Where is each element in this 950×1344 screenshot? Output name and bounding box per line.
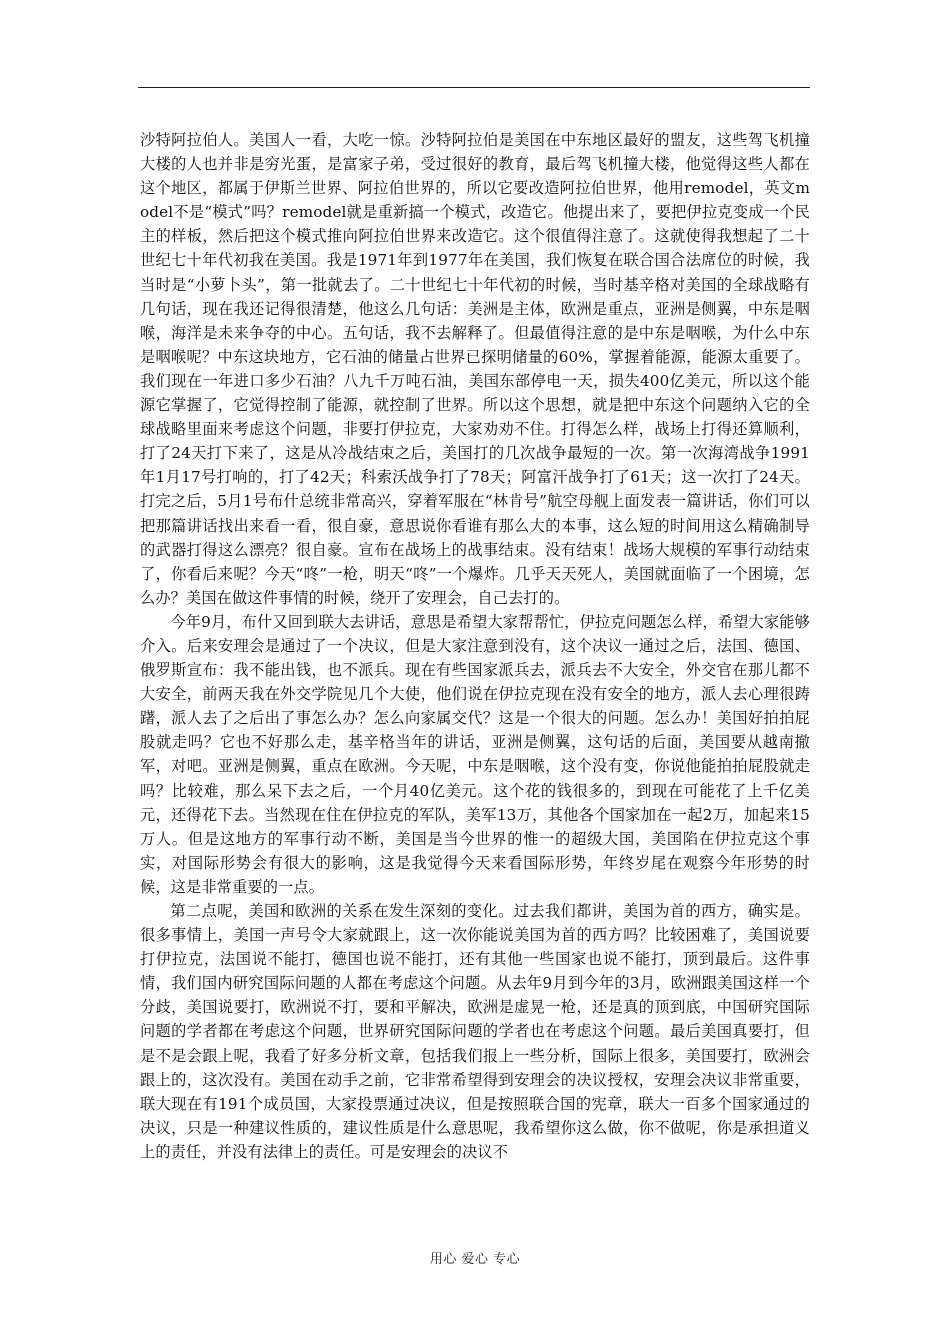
header-rule [138, 87, 810, 88]
paragraph-3: 第二点呢，美国和欧洲的关系在发生深刻的变化。过去我们都讲，美国为首的西方，确实是。很多事情上，美国一声号令大家就跟上，这一次你能说美国为首的西方吗？比较困难了，美国说要打伊拉克，法国说不能打，德国也说不能打，还有其他一些国家也说不能打，顶到最后。这件事情，我们国内研究国际问题的人都在考虑这个问题。从去年9月到今年的3月，欧洲跟美国这样一个分歧，美国说要打，欧洲说不打，要和平解决，欧洲是虚晃一枪，还是真的顶到底，中国研究国际问题的学者都在考虑这个问题，世界研究国际问题的学者也在考虑这个问题。最后美国真要打，但是不是会跟上呢，我看了好多分析文章，包括我们报上一些分析，国际上很多，美国要打，欧洲会跟上的，这次没有。美国在动手之前，它非常希望得到安理会的决议授权，安理会决议非常重要，联大现在有191个成员国，大家投票通过决议，但是按照联合国的宪章，联大一百多个国家通过的决议，只是一种建议性质的，建议性质是什么意思呢，我希望你这么做，你不做呢，你是承担道义上的责任，并没有法律上的责任。可是安理会的决议不 [140, 902, 810, 1161]
page-footer: 用心 爱心 专心 [429, 1252, 521, 1267]
paragraph-2: 今年9月，布什又回到联大去讲话，意思是希望大家帮帮忙，伊拉克问题怎么样，希望大家能够介入。后来安理会是通过了一个决议，但是大家注意到没有，这个决议一通过之后，法国、德国、俄罗斯宣布：我不能出钱，也不派兵。现在有些国家派兵去，派兵去不大安全，外交官在那儿都不大安全，前两天我在外交学院见几个大使，他们说在伊拉克现在没有安全的地方，派人去心理很踌躇，派人去了之后出了事怎么办？怎么向家属交代？这是一个很大的问题。怎么办！美国好拍拍屁股就走吗？它也不好那么走，基辛格当年的讲话，亚洲是侧翼，这句话的后面，美国要从越南撤军，对吧。亚洲是侧翼，重点在欧洲。今天呢，中东是咽喉，这个没有变，你说他能拍拍屁股就走吗？比较难，那么呆下去之后，一个月40亿美元。这个花的钱很多的，到现在可能花了上千亿美元，还得花下去。当然现在住在伊拉克的军队，美军13万，其他各个国家加在一起2万，加起来15万人。但是这地方的军事行动不断，美国是当今世界的惟一的超级大国，美国陷在伊拉克这个事实，对国际形势会有很大的影响，这是我觉得今天来看国际形势，年终岁尾在观察今年形势的时候，这是非常重要的一点。 [140, 612, 810, 896]
paragraph-1: 沙特阿拉伯人。美国人一看，大吃一惊。沙特阿拉伯是美国在中东地区最好的盟友，这些驾飞机撞大楼的人也并非是穷光蛋，是富家子弟，受过很好的教育，最后驾飞机撞大楼，他觉得这些人都在这个地区，都属于伊斯兰世界、阿拉伯世界的，所以它要改造阿拉伯世界，他用remodel，英文model不是“模式”吗？remodel就是重新搞一个模式，改造它。他提出来了，要把伊拉克变成一个民主的样板，然后把这个模式推向阿拉伯世界来改造它。这个很值得注意了。这就使得我想起了二十世纪七十年代初我在美国。我是1971年到1977年在美国，我们恢复在联合国合法席位的时候，我当时是“小萝卜头”，第一批就去了。二十世纪七十年代初的时候，当时基辛格对美国的全球战略有几句话，现在我还记得很清楚，他这么几句话：美洲是主体，欧洲是重点，亚洲是侧翼，中东是咽喉，海洋是未来争夺的中心。五句话，我不去解释了。但最值得注意的是中东是咽喉，为什么中东是咽喉呢？中东这块地方，它石油的储量占世界已探明储量的60%，掌握着能源，能源太重要了。我们现在一年进口多少石油？八九千万吨石油，美国东部停电一天，损失400亿美元，所以这个能源它掌握了，它觉得控制了能源，就控制了世界。所以这个思想，就是把中东这个问题纳入它的全球战略里面来考虑这个问题，非要打伊拉克，大家劝劝不住。打得怎么样，战场上打得还算顺利，打了24天打下来了，这是从冷战结束之后，美国打的几次战争最短的一次。第一次海湾战争1991年1月17号打响的，打了42天；科索沃战争打了78天；阿富汗战争打了61天；这一次打了24天。打完之后，5月1号布什总统非常高兴，穿着军服在“林肯号”航空母舰上面发表一篇讲话，你们可以把那篇讲话找出来看一看，很自豪，意思说你看谁有那么大的本事，这么短的时间用这么精确制导的武器打得这么漂亮？很自豪。宣布在战场上的战事结束。没有结束！战场大规模的军事行动结束了，你看后来呢？今天“咚”一枪，明天“咚”一个爆炸。几乎天天死人，美国就面临了一个困境，怎么办？美国在做这件事情的时候，绕开了安理会，自己去打的。 [140, 131, 810, 607]
body-text [140, 128, 810, 1164]
